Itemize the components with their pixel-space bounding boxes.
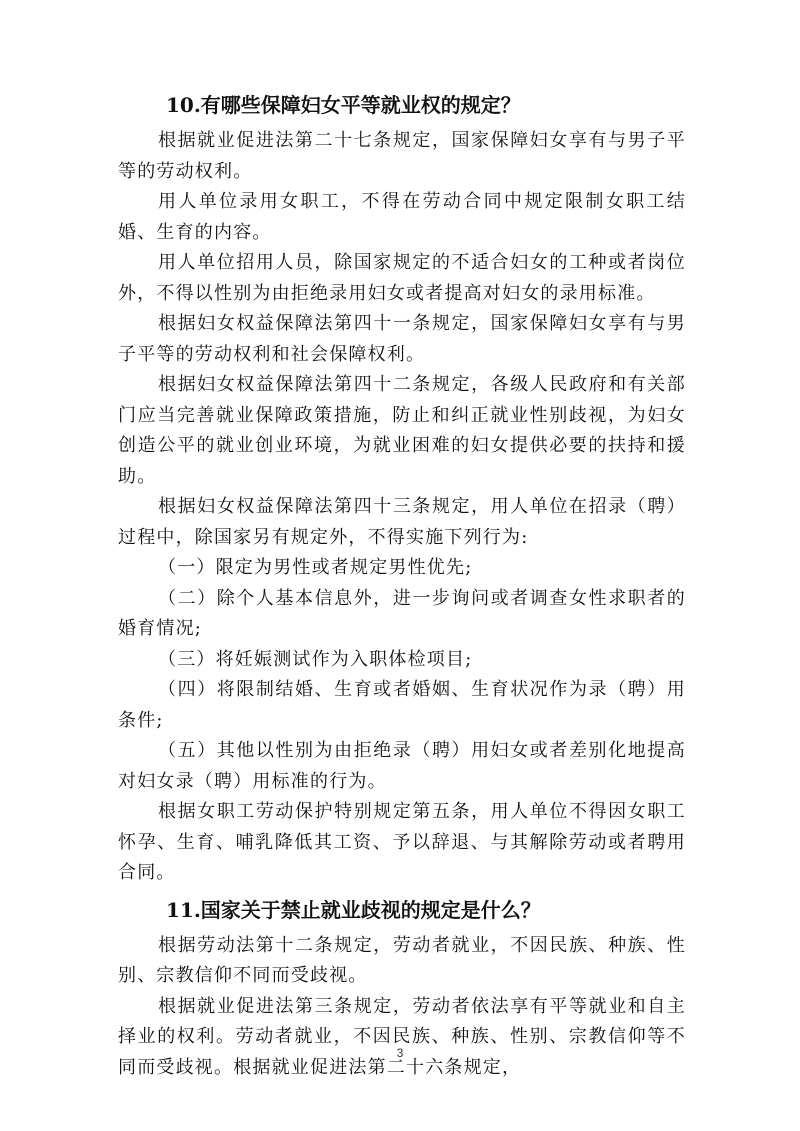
section-heading-11: 11.国家关于禁止就业歧视的规定是什么？: [166, 897, 541, 922]
list-item: （五）其他以性别为由拒绝录（聘）用妇女或者差别化地提高对妇女录（聘）用标准的行为。: [118, 740, 686, 792]
paragraph: 根据妇女权益保障法第四十三条规定，用人单位在招录（聘）过程中，除国家另有规定外，不得实施下列行为:: [118, 496, 686, 548]
paragraph: 用人单位录用女职工，不得在劳动合同中规定限制女职工结婚、生育的内容。: [118, 191, 686, 243]
list-item: （四）将限制结婚、生育或者婚姻、生育状况作为录（聘）用条件;: [118, 679, 686, 731]
list-item: （三）将妊娠测试作为入职体检项目;: [158, 648, 473, 670]
paragraph: 根据妇女权益保障法第四十二条规定，各级人民政府和有关部门应当完善就业保障政策措施，防止和纠正就业性别歧视，为妇女创造公平的就业创业环境，为就业困难的妇女提供必要的扶持和援助。: [118, 374, 686, 487]
section-heading-10: 10.有哪些保障妇女平等就业权的规定？: [166, 93, 521, 117]
paragraph: 根据女职工劳动保护特别规定第五条，用人单位不得因女职工怀孕、生育、哺乳降低其工资、予以辞退、与其解除劳动或者聘用合同。: [118, 801, 686, 883]
paragraph: 根据妇女权益保障法第四十一条规定，国家保障妇女享有与男子平等的劳动权利和社会保障权利。: [118, 313, 686, 365]
list-item: （一）限定为男性或者规定男性优先;: [158, 557, 473, 578]
list-item: （二）除个人基本信息外，进一步询问或者调查女性求职者的婚育情况;: [118, 587, 686, 639]
paragraph: 根据就业促进法第二十七条规定，国家保障妇女享有与男子平等的劳动权利。: [118, 130, 686, 182]
document-body: [118, 88, 686, 1083]
paragraph: 根据劳动法第十二条规定，劳动者就业，不因民族、种族、性别、宗教信仰不同而受歧视。: [118, 934, 686, 986]
paragraph: 用人单位招用人员，除国家规定的不适合妇女的工种或者岗位外，不得以性别为由拒绝录用妇女或者提高对妇女的录用标准。: [118, 252, 686, 304]
paragraph: 根据就业促进法第三条规定，劳动者依法享有平等就业和自主择业的权利。劳动者就业，不因民族、种族、性别、宗教信仰等不同而受歧视。根据就业促进法第二十六条规定，: [118, 995, 686, 1078]
page-number: 3: [396, 1046, 404, 1060]
